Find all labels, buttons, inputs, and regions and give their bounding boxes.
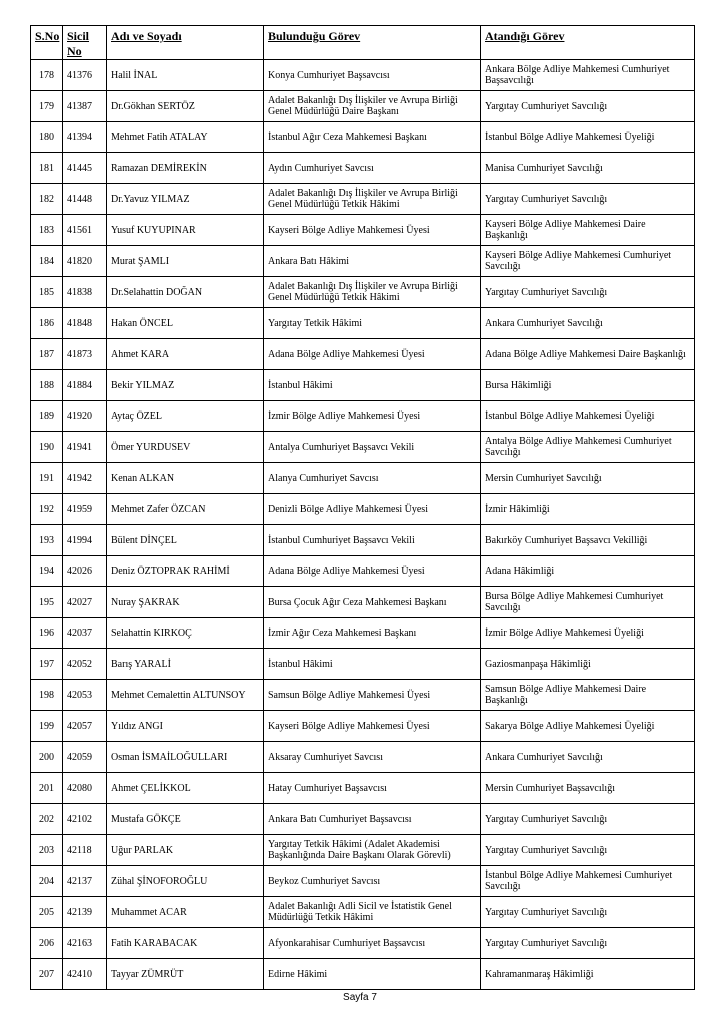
cell-sicil: 42026: [63, 556, 107, 587]
cell-sno: 205: [31, 897, 63, 928]
cell-current-position: Aydın Cumhuriyet Savcısı: [264, 153, 481, 184]
cell-name: Murat ŞAMLI: [107, 246, 264, 277]
header-name: Adı ve Soyadı: [107, 26, 264, 60]
cell-current-position: Aksaray Cumhuriyet Savcısı: [264, 742, 481, 773]
header-sno: S.No: [31, 26, 63, 60]
table-row: [31, 91, 695, 122]
cell-sno: 202: [31, 804, 63, 835]
cell-assigned-position: Yargıtay Cumhuriyet Savcılığı: [481, 928, 695, 959]
cell-sicil: 42053: [63, 680, 107, 711]
cell-assigned-position: Adana Hâkimliği: [481, 556, 695, 587]
cell-sno: 185: [31, 277, 63, 308]
cell-sicil: 41561: [63, 215, 107, 246]
cell-sicil: 41848: [63, 308, 107, 339]
cell-name: Deniz ÖZTOPRAK RAHİMİ: [107, 556, 264, 587]
cell-current-position: Adalet Bakanlığı Dış İlişkiler ve Avrupa Birliği Genel Müdürlüğü Tetkik Hâkimi: [264, 277, 481, 308]
cell-assigned-position: Kayseri Bölge Adliye Mahkemesi Daire Başkanlığı: [481, 215, 695, 246]
cell-current-position: Edirne Hâkimi: [264, 959, 481, 990]
cell-sicil: 41820: [63, 246, 107, 277]
cell-sicil: 42163: [63, 928, 107, 959]
cell-sicil: 42027: [63, 587, 107, 618]
cell-current-position: Yargıtay Tetkik Hâkimi: [264, 308, 481, 339]
cell-current-position: İstanbul Hâkimi: [264, 649, 481, 680]
cell-current-position: Ankara Batı Cumhuriyet Başsavcısı: [264, 804, 481, 835]
cell-current-position: Denizli Bölge Adliye Mahkemesi Üyesi: [264, 494, 481, 525]
cell-assigned-position: Yargıtay Cumhuriyet Savcılığı: [481, 184, 695, 215]
cell-name: Bekir YILMAZ: [107, 370, 264, 401]
cell-name: Selahattin KIRKOÇ: [107, 618, 264, 649]
cell-name: Mehmet Zafer ÖZCAN: [107, 494, 264, 525]
cell-name: Bülent DİNÇEL: [107, 525, 264, 556]
cell-sno: 188: [31, 370, 63, 401]
cell-current-position: Konya Cumhuriyet Başsavcısı: [264, 60, 481, 91]
cell-assigned-position: Mersin Cumhuriyet Savcılığı: [481, 463, 695, 494]
cell-sno: 199: [31, 711, 63, 742]
cell-sicil: 42102: [63, 804, 107, 835]
cell-sicil: 42059: [63, 742, 107, 773]
cell-assigned-position: Kahramanmaraş Hâkimliği: [481, 959, 695, 990]
table-row: [31, 897, 695, 928]
cell-name: Mehmet Fatih ATALAY: [107, 122, 264, 153]
cell-assigned-position: Adana Bölge Adliye Mahkemesi Daire Başkanlığı: [481, 339, 695, 370]
page-number: Sayfa 7: [343, 992, 377, 1003]
cell-name: Dr.Selahattin DOĞAN: [107, 277, 264, 308]
cell-name: Dr.Gökhan SERTÖZ: [107, 91, 264, 122]
cell-sicil: 41838: [63, 277, 107, 308]
cell-sno: 191: [31, 463, 63, 494]
cell-sicil: 41942: [63, 463, 107, 494]
cell-name: Mustafa GÖKÇE: [107, 804, 264, 835]
table-row: [31, 184, 695, 215]
cell-current-position: Bursa Çocuk Ağır Ceza Mahkemesi Başkanı: [264, 587, 481, 618]
cell-sno: 197: [31, 649, 63, 680]
cell-sno: 207: [31, 959, 63, 990]
cell-current-position: Ankara Batı Hâkimi: [264, 246, 481, 277]
cell-sno: 183: [31, 215, 63, 246]
cell-sno: 203: [31, 835, 63, 866]
cell-sicil: 41920: [63, 401, 107, 432]
cell-sicil: 41394: [63, 122, 107, 153]
table-row: [31, 277, 695, 308]
cell-name: Ömer YURDUSEV: [107, 432, 264, 463]
table-row: [31, 153, 695, 184]
cell-name: Yusuf KUYUPINAR: [107, 215, 264, 246]
cell-assigned-position: İzmir Bölge Adliye Mahkemesi Üyeliği: [481, 618, 695, 649]
table-row: [31, 742, 695, 773]
cell-current-position: İzmir Bölge Adliye Mahkemesi Üyesi: [264, 401, 481, 432]
cell-name: Uğur PARLAK: [107, 835, 264, 866]
cell-name: Kenan ALKAN: [107, 463, 264, 494]
cell-name: Zühal ŞİNOFOROĞLU: [107, 866, 264, 897]
cell-current-position: Afyonkarahisar Cumhuriyet Başsavcısı: [264, 928, 481, 959]
table-row: [31, 525, 695, 556]
cell-sno: 195: [31, 587, 63, 618]
cell-assigned-position: Ankara Cumhuriyet Savcılığı: [481, 742, 695, 773]
cell-sicil: 42080: [63, 773, 107, 804]
table-row: [31, 835, 695, 866]
cell-current-position: Hatay Cumhuriyet Başsavcısı: [264, 773, 481, 804]
cell-sno: 179: [31, 91, 63, 122]
table-row: [31, 866, 695, 897]
cell-assigned-position: Yargıtay Cumhuriyet Savcılığı: [481, 835, 695, 866]
cell-assigned-position: Ankara Bölge Adliye Mahkemesi Cumhuriyet Başsavcılığı: [481, 60, 695, 91]
cell-assigned-position: İstanbul Bölge Adliye Mahkemesi Üyeliği: [481, 401, 695, 432]
cell-sno: 180: [31, 122, 63, 153]
table-row: [31, 308, 695, 339]
cell-name: Barış YARALİ: [107, 649, 264, 680]
cell-sno: 193: [31, 525, 63, 556]
cell-current-position: Adalet Bakanlığı Dış İlişkiler ve Avrupa Birliği Genel Müdürlüğü Daire Başkanı: [264, 91, 481, 122]
cell-sno: 190: [31, 432, 63, 463]
cell-assigned-position: Samsun Bölge Adliye Mahkemesi Daire Başkanlığı: [481, 680, 695, 711]
cell-sno: 184: [31, 246, 63, 277]
cell-sicil: 41884: [63, 370, 107, 401]
cell-current-position: Adana Bölge Adliye Mahkemesi Üyesi: [264, 556, 481, 587]
cell-name: Aytaç ÖZEL: [107, 401, 264, 432]
cell-assigned-position: Ankara Cumhuriyet Savcılığı: [481, 308, 695, 339]
cell-sicil: 41959: [63, 494, 107, 525]
table-row: [31, 60, 695, 91]
table-row: [31, 649, 695, 680]
table-row: [31, 122, 695, 153]
cell-name: Ahmet ÇELİKKOL: [107, 773, 264, 804]
table-row: [31, 339, 695, 370]
table-row: [31, 804, 695, 835]
table-row: [31, 401, 695, 432]
cell-assigned-position: Gaziosmanpaşa Hâkimliği: [481, 649, 695, 680]
cell-assigned-position: Kayseri Bölge Adliye Mahkemesi Cumhuriyet Savcılığı: [481, 246, 695, 277]
cell-sno: 187: [31, 339, 63, 370]
cell-current-position: İstanbul Ağır Ceza Mahkemesi Başkanı: [264, 122, 481, 153]
cell-sno: 201: [31, 773, 63, 804]
cell-sicil: 42037: [63, 618, 107, 649]
cell-name: Hakan ÖNCEL: [107, 308, 264, 339]
cell-sno: 204: [31, 866, 63, 897]
cell-sicil: 42118: [63, 835, 107, 866]
table-row: [31, 432, 695, 463]
cell-sicil: 41941: [63, 432, 107, 463]
cell-current-position: Yargıtay Tetkik Hâkimi (Adalet Akademisi Başkanlığında Daire Başkanı Olarak Görevli): [264, 835, 481, 866]
table-row: [31, 680, 695, 711]
cell-current-position: İstanbul Hâkimi: [264, 370, 481, 401]
cell-assigned-position: Yargıtay Cumhuriyet Savcılığı: [481, 277, 695, 308]
table-row: [31, 587, 695, 618]
table-row: [31, 773, 695, 804]
cell-current-position: Kayseri Bölge Adliye Mahkemesi Üyesi: [264, 711, 481, 742]
table-row: [31, 928, 695, 959]
table-row: [31, 711, 695, 742]
cell-current-position: Adalet Bakanlığı Adli Sicil ve İstatistik Genel Müdürlüğü Tetkik Hâkimi: [264, 897, 481, 928]
cell-sno: 200: [31, 742, 63, 773]
table-row: [31, 618, 695, 649]
cell-sicil: 41994: [63, 525, 107, 556]
table-row: [31, 556, 695, 587]
cell-current-position: Beykoz Cumhuriyet Savcısı: [264, 866, 481, 897]
header-current-position: Bulunduğu Görev: [264, 26, 481, 60]
cell-current-position: İstanbul Cumhuriyet Başsavcı Vekili: [264, 525, 481, 556]
cell-assigned-position: Yargıtay Cumhuriyet Savcılığı: [481, 91, 695, 122]
table-body: [31, 60, 695, 990]
cell-assigned-position: Bursa Bölge Adliye Mahkemesi Cumhuriyet Savcılığı: [481, 587, 695, 618]
cell-assigned-position: İstanbul Bölge Adliye Mahkemesi Üyeliği: [481, 122, 695, 153]
cell-sicil: 42410: [63, 959, 107, 990]
cell-assigned-position: Yargıtay Cumhuriyet Savcılığı: [481, 804, 695, 835]
cell-current-position: Adalet Bakanlığı Dış İlişkiler ve Avrupa Birliği Genel Müdürlüğü Tetkik Hâkimi: [264, 184, 481, 215]
cell-sicil: 41448: [63, 184, 107, 215]
cell-sno: 206: [31, 928, 63, 959]
cell-current-position: İzmir Ağır Ceza Mahkemesi Başkanı: [264, 618, 481, 649]
cell-assigned-position: İzmir Hâkimliği: [481, 494, 695, 525]
table-row: [31, 959, 695, 990]
table-row: [31, 494, 695, 525]
cell-sicil: 41445: [63, 153, 107, 184]
cell-assigned-position: Yargıtay Cumhuriyet Savcılığı: [481, 897, 695, 928]
cell-sno: 182: [31, 184, 63, 215]
cell-sno: 198: [31, 680, 63, 711]
cell-sno: 192: [31, 494, 63, 525]
cell-current-position: Adana Bölge Adliye Mahkemesi Üyesi: [264, 339, 481, 370]
cell-name: Muhammet ACAR: [107, 897, 264, 928]
header-sicil: Sicil No: [63, 26, 107, 60]
cell-assigned-position: Manisa Cumhuriyet Savcılığı: [481, 153, 695, 184]
table-row: [31, 215, 695, 246]
cell-name: Tayyar ZÜMRÜT: [107, 959, 264, 990]
appointment-table: [30, 25, 695, 990]
cell-sno: 181: [31, 153, 63, 184]
table-header-row: [31, 26, 695, 60]
table-row: [31, 370, 695, 401]
cell-current-position: Alanya Cumhuriyet Savcısı: [264, 463, 481, 494]
cell-sicil: 41387: [63, 91, 107, 122]
cell-assigned-position: Mersin Cumhuriyet Başsavcılığı: [481, 773, 695, 804]
cell-assigned-position: Bursa Hâkimliği: [481, 370, 695, 401]
table-row: [31, 463, 695, 494]
cell-name: Ahmet KARA: [107, 339, 264, 370]
table-row: [31, 246, 695, 277]
header-assigned-position: Atandığı Görev: [481, 26, 695, 60]
cell-assigned-position: Bakırköy Cumhuriyet Başsavcı Vekilliği: [481, 525, 695, 556]
cell-sicil: 42057: [63, 711, 107, 742]
cell-sno: 196: [31, 618, 63, 649]
cell-sicil: 42137: [63, 866, 107, 897]
cell-sicil: 42052: [63, 649, 107, 680]
cell-current-position: Antalya Cumhuriyet Başsavcı Vekili: [264, 432, 481, 463]
cell-sno: 178: [31, 60, 63, 91]
cell-assigned-position: Antalya Bölge Adliye Mahkemesi Cumhuriyet Savcılığı: [481, 432, 695, 463]
cell-name: Nuray ŞAKRAK: [107, 587, 264, 618]
cell-name: Ramazan DEMİREKİN: [107, 153, 264, 184]
cell-name: Yıldız ANGI: [107, 711, 264, 742]
cell-assigned-position: İstanbul Bölge Adliye Mahkemesi Cumhuriyet Savcılığı: [481, 866, 695, 897]
cell-sicil: 41873: [63, 339, 107, 370]
cell-sno: 189: [31, 401, 63, 432]
cell-current-position: Samsun Bölge Adliye Mahkemesi Üyesi: [264, 680, 481, 711]
cell-assigned-position: Sakarya Bölge Adliye Mahkemesi Üyeliği: [481, 711, 695, 742]
cell-name: Halil İNAL: [107, 60, 264, 91]
cell-current-position: Kayseri Bölge Adliye Mahkemesi Üyesi: [264, 215, 481, 246]
cell-name: Fatih KARABACAK: [107, 928, 264, 959]
cell-name: Mehmet Cemalettin ALTUNSOY: [107, 680, 264, 711]
cell-name: Osman İSMAİLOĞULLARI: [107, 742, 264, 773]
cell-sicil: 41376: [63, 60, 107, 91]
cell-name: Dr.Yavuz YILMAZ: [107, 184, 264, 215]
cell-sno: 194: [31, 556, 63, 587]
cell-sicil: 42139: [63, 897, 107, 928]
cell-sno: 186: [31, 308, 63, 339]
